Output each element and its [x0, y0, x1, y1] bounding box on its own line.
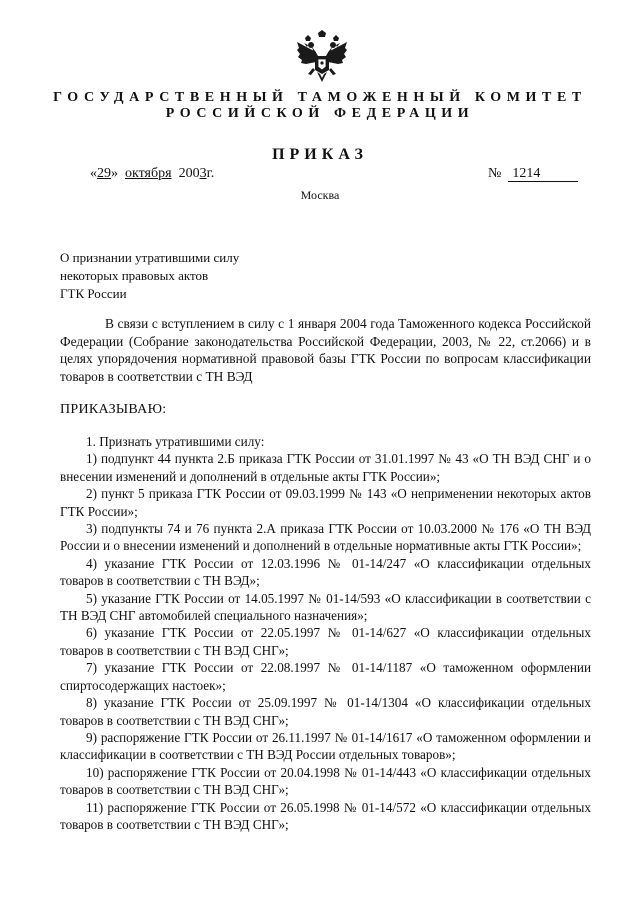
date-day: 29 [97, 166, 111, 181]
list-item: 3) подпункты 74 и 76 пункта 2.А приказа ГТК России от 10.03.2000 № 176 «О ТН ВЭД России и о внесении изменений и дополнений в отдельные нормативные акты ГТК России»; [60, 521, 591, 554]
number-value: 1214 [508, 167, 578, 182]
date-year-prefix: 200 [178, 166, 200, 181]
list-item: 6) указание ГТК России от 22.05.1997 № 01-14/627 «О классификации отдельных товаров в соответствии с ТН ВЭД СНГ»; [60, 625, 591, 658]
items-list [60, 433, 591, 833]
list-item: 8) указание ГТК России от 25.09.1997 № 01-14/1304 «О классификации отдельных товаров в соответствии с ТН ВЭД СНГ»; [60, 695, 591, 728]
list-item: 5) указание ГТК России от 14.05.1997 № 01-14/593 «О классификации в соответствии с ТН ВЭД СНГ автомобилей специального назначения»; [60, 590, 591, 624]
order-date [90, 166, 214, 182]
order-number [488, 166, 578, 182]
number-label: № [488, 166, 502, 181]
list-item: 2) пункт 5 приказа ГТК России от 09.03.1999 № 143 «О неприменении некоторых актов ГТК России»; [60, 486, 591, 519]
list-item: 1. Признать утратившими силу: [86, 434, 265, 449]
agency-name-line2: РОССИЙСКОЙ ФЕДЕРАЦИИ [165, 106, 475, 121]
subject-line-3: ГТК России [60, 286, 127, 301]
preamble-paragraph: В связи с вступлением в силу с 1 января 2004 года Таможенного кодекса Российской Федерации (Собрание законодательства Российской Федерации, 2003, № 22, ст.2066) и в целях упорядочения нормативной правовой базы ГТК России по вопросам классификации товаров в соответствии с ТН ВЭД [60, 316, 591, 384]
order-directive: ПРИКАЗЫВАЮ: [60, 402, 167, 417]
subject-line-2: некоторых правовых актов [60, 268, 209, 283]
list-item: 9) распоряжение ГТК России от 26.11.1997 № 01-14/1617 «О таможенном оформлении и классификации в соответствии с ТН ВЭД России отдельных товаров»; [60, 729, 591, 763]
date-month: октября [125, 166, 172, 181]
date-year-suffix: г. [206, 166, 215, 181]
date-open-quote: « [90, 166, 97, 181]
list-item: 7) указание ГТК России от 22.08.1997 № 01-14/1187 «О таможенном оформлении спиртосодержащих настоек»; [60, 660, 591, 693]
order-subject [60, 249, 380, 303]
date-year-last-digit: 3 [199, 166, 207, 181]
subject-line-1: О признании утратившими силу [60, 250, 240, 265]
list-item: 10) распоряжение ГТК России от 20.04.1998 № 01-14/443 «О классификации отдельных товаров в соответствии с ТН ВЭД СНГ»; [60, 764, 591, 798]
city: Москва [300, 188, 340, 202]
date-close-quote: » [111, 166, 118, 181]
list-item: 11) распоряжение ГТК России от 26.05.1998 № 01-14/572 «О классификации отдельных товаров в соответствии с ТН ВЭД СНГ»; [60, 799, 591, 832]
list-item: 4) указание ГТК России от 12.03.1996 № 01-14/247 «О классификации отдельных товаров в соответствии с ТН ВЭД»; [60, 555, 591, 589]
document-type-title: ПРИКАЗ [272, 146, 368, 163]
agency-name-line1: ГОСУДАРСТВЕННЫЙ ТАМОЖЕННЫЙ КОМИТЕТ [53, 90, 587, 105]
list-item: 1) подпункт 44 пункта 2.Б приказа ГТК России от 31.01.1997 № 43 «О ТН ВЭД СНГ и о внесении изменений и дополнений в отдельные акты ГТК России»; [60, 451, 591, 484]
double-headed-eagle-emblem [296, 30, 348, 84]
